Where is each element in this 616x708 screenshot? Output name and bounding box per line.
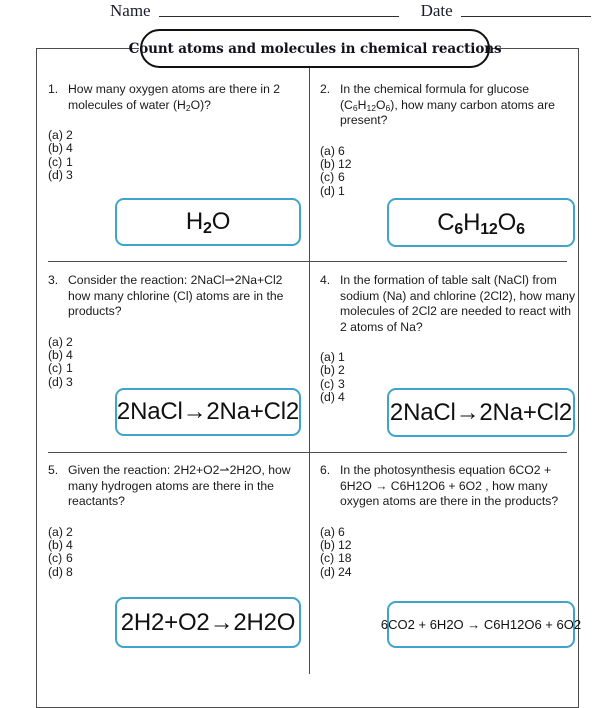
name-date-header bbox=[0, 0, 616, 20]
option-item[interactable] bbox=[320, 364, 578, 377]
date-label: Date bbox=[420, 1, 453, 20]
column-divider bbox=[309, 68, 310, 674]
question-line bbox=[320, 273, 578, 335]
option-value: 3 bbox=[66, 374, 73, 389]
option-list bbox=[320, 526, 578, 580]
option-key: (a) bbox=[320, 524, 335, 539]
option-key: (d) bbox=[48, 374, 63, 389]
question-line bbox=[320, 463, 578, 510]
question-number: 5. bbox=[48, 463, 59, 477]
option-item[interactable] bbox=[48, 566, 306, 579]
option-key: (a) bbox=[48, 524, 63, 539]
option-key: (b) bbox=[320, 156, 335, 171]
name-write-line[interactable] bbox=[159, 15, 399, 17]
option-item[interactable] bbox=[320, 145, 578, 158]
option-list bbox=[48, 129, 306, 183]
option-item[interactable] bbox=[320, 566, 578, 579]
option-value: 6 bbox=[338, 143, 345, 158]
question-grid bbox=[37, 49, 578, 674]
question-cell-2 bbox=[320, 82, 578, 198]
option-value: 4 bbox=[66, 347, 73, 362]
answer-box-formula: 6CO2 + 6H2O → C6H12O6 + 6O2 bbox=[380, 617, 582, 632]
option-key: (d) bbox=[320, 390, 335, 405]
option-key: (c) bbox=[48, 361, 63, 376]
option-item[interactable] bbox=[48, 169, 306, 182]
option-key: (b) bbox=[320, 363, 335, 378]
question-line bbox=[48, 463, 306, 510]
option-value: 1 bbox=[338, 183, 345, 198]
option-key: (a) bbox=[48, 128, 63, 142]
question-number: 6. bbox=[320, 463, 331, 477]
option-key: (b) bbox=[48, 537, 63, 552]
option-key: (d) bbox=[320, 564, 335, 579]
question-cell-4 bbox=[320, 273, 578, 405]
option-key: (b) bbox=[320, 537, 335, 552]
option-value: 3 bbox=[338, 376, 345, 391]
question-line bbox=[48, 273, 306, 320]
question-cell-5 bbox=[48, 463, 306, 579]
option-item[interactable] bbox=[320, 158, 578, 171]
option-key: (a) bbox=[320, 350, 335, 364]
question-number: 3. bbox=[48, 273, 59, 287]
option-item[interactable] bbox=[48, 349, 306, 362]
question-line bbox=[48, 82, 306, 113]
option-key: (b) bbox=[48, 347, 63, 362]
option-value: 18 bbox=[338, 551, 352, 566]
option-list bbox=[48, 526, 306, 580]
option-key: (d) bbox=[48, 564, 63, 579]
option-item[interactable] bbox=[48, 142, 306, 155]
question-text: In the formation of table salt (NaCl) from sodium (Na) and chlorine (2Cl2), how many molecules of 2Cl2 are needed to react with 2 atoms of Na? bbox=[340, 273, 576, 334]
option-key: (b) bbox=[48, 141, 63, 156]
option-value: 2 bbox=[66, 524, 73, 539]
option-key: (a) bbox=[320, 143, 335, 158]
option-value: 12 bbox=[338, 156, 352, 171]
answer-box-formula: 2H2+O2→2H2O bbox=[120, 608, 296, 636]
option-value: 4 bbox=[66, 537, 73, 552]
answer-box-formula: $C_6H_{12}O_6$ bbox=[437, 208, 525, 238]
option-list bbox=[320, 145, 578, 199]
answer-box-4[interactable] bbox=[387, 388, 575, 437]
option-value: 2 bbox=[66, 128, 73, 142]
option-value: 6 bbox=[66, 551, 73, 566]
option-item[interactable] bbox=[48, 129, 306, 142]
question-text: How many oxygen atoms are there in 2 molecules of water $(H_2O)$? bbox=[68, 82, 281, 113]
option-key: (c) bbox=[48, 154, 63, 169]
question-number: 1. bbox=[48, 82, 59, 96]
question-number: 4. bbox=[320, 273, 331, 287]
option-value: 4 bbox=[338, 390, 345, 405]
option-item[interactable] bbox=[320, 526, 578, 539]
answer-box-6[interactable] bbox=[380, 601, 582, 648]
option-item[interactable] bbox=[320, 171, 578, 184]
answer-box-formula: 2NaCl→2Na+Cl2 bbox=[116, 398, 300, 425]
option-item[interactable] bbox=[320, 552, 578, 565]
option-item[interactable] bbox=[48, 526, 306, 539]
option-item[interactable] bbox=[48, 336, 306, 349]
question-number: 2. bbox=[320, 82, 331, 96]
option-list bbox=[48, 336, 306, 390]
answer-box-formula: 2NaCl→2Na+Cl2 bbox=[389, 398, 573, 426]
question-text: Consider the reaction: 2NaCl⇀2Na+Cl2 how many chlorine (Cl) atoms are in the products? bbox=[68, 273, 284, 318]
option-value: 4 bbox=[66, 141, 73, 156]
option-key: (c) bbox=[320, 376, 335, 391]
option-value: 6 bbox=[338, 524, 345, 539]
option-item[interactable] bbox=[48, 156, 306, 169]
option-item[interactable] bbox=[320, 351, 578, 364]
answer-box-1[interactable] bbox=[115, 198, 301, 246]
option-value: 1 bbox=[338, 350, 345, 364]
row-divider-1 bbox=[48, 261, 567, 262]
option-value: 24 bbox=[338, 564, 352, 579]
question-cell-1 bbox=[48, 82, 306, 183]
option-item[interactable] bbox=[320, 539, 578, 552]
option-value: 2 bbox=[66, 334, 73, 349]
option-value: 1 bbox=[66, 154, 73, 169]
option-key: (c) bbox=[320, 551, 335, 566]
question-text: In the chemical formula for glucose $(C_6H_{12}O_6)$, how many carbon atoms are present? bbox=[340, 82, 555, 127]
question-cell-6 bbox=[320, 463, 578, 579]
option-item[interactable] bbox=[48, 552, 306, 565]
option-key: (d) bbox=[320, 183, 335, 198]
option-value: 1 bbox=[66, 361, 73, 376]
option-value: 6 bbox=[338, 170, 345, 185]
page-title: Count atoms and molecules in chemical reactions bbox=[128, 40, 502, 57]
option-key: (a) bbox=[48, 334, 63, 349]
answer-box-3[interactable] bbox=[115, 388, 301, 436]
option-key: (c) bbox=[320, 170, 335, 185]
option-value: 2 bbox=[338, 363, 345, 378]
question-text: Given the reaction: 2H2+O2⇀2H2O, how many hydrogen atoms are there in the reactants? bbox=[68, 463, 291, 508]
answer-box-2[interactable] bbox=[387, 198, 575, 247]
name-label: Name bbox=[110, 1, 151, 20]
option-key: (c) bbox=[48, 551, 63, 566]
answer-box-5[interactable] bbox=[115, 597, 301, 648]
date-write-line[interactable] bbox=[461, 15, 591, 17]
option-item[interactable] bbox=[320, 185, 578, 198]
option-item[interactable] bbox=[48, 539, 306, 552]
answer-box-formula: $H_2O$ bbox=[185, 208, 231, 237]
row-divider-2 bbox=[48, 452, 567, 453]
question-text: In the photosynthesis equation 6CO2 + 6H2O → C6H12O6 + 6O2 , how many oxygen atoms are there in the products? bbox=[340, 463, 559, 508]
option-value: 3 bbox=[66, 168, 73, 183]
question-line bbox=[320, 82, 578, 129]
question-cell-3 bbox=[48, 273, 306, 389]
option-value: 8 bbox=[66, 564, 73, 579]
option-value: 12 bbox=[338, 537, 352, 552]
option-key: (d) bbox=[48, 168, 63, 183]
option-item[interactable] bbox=[48, 362, 306, 375]
